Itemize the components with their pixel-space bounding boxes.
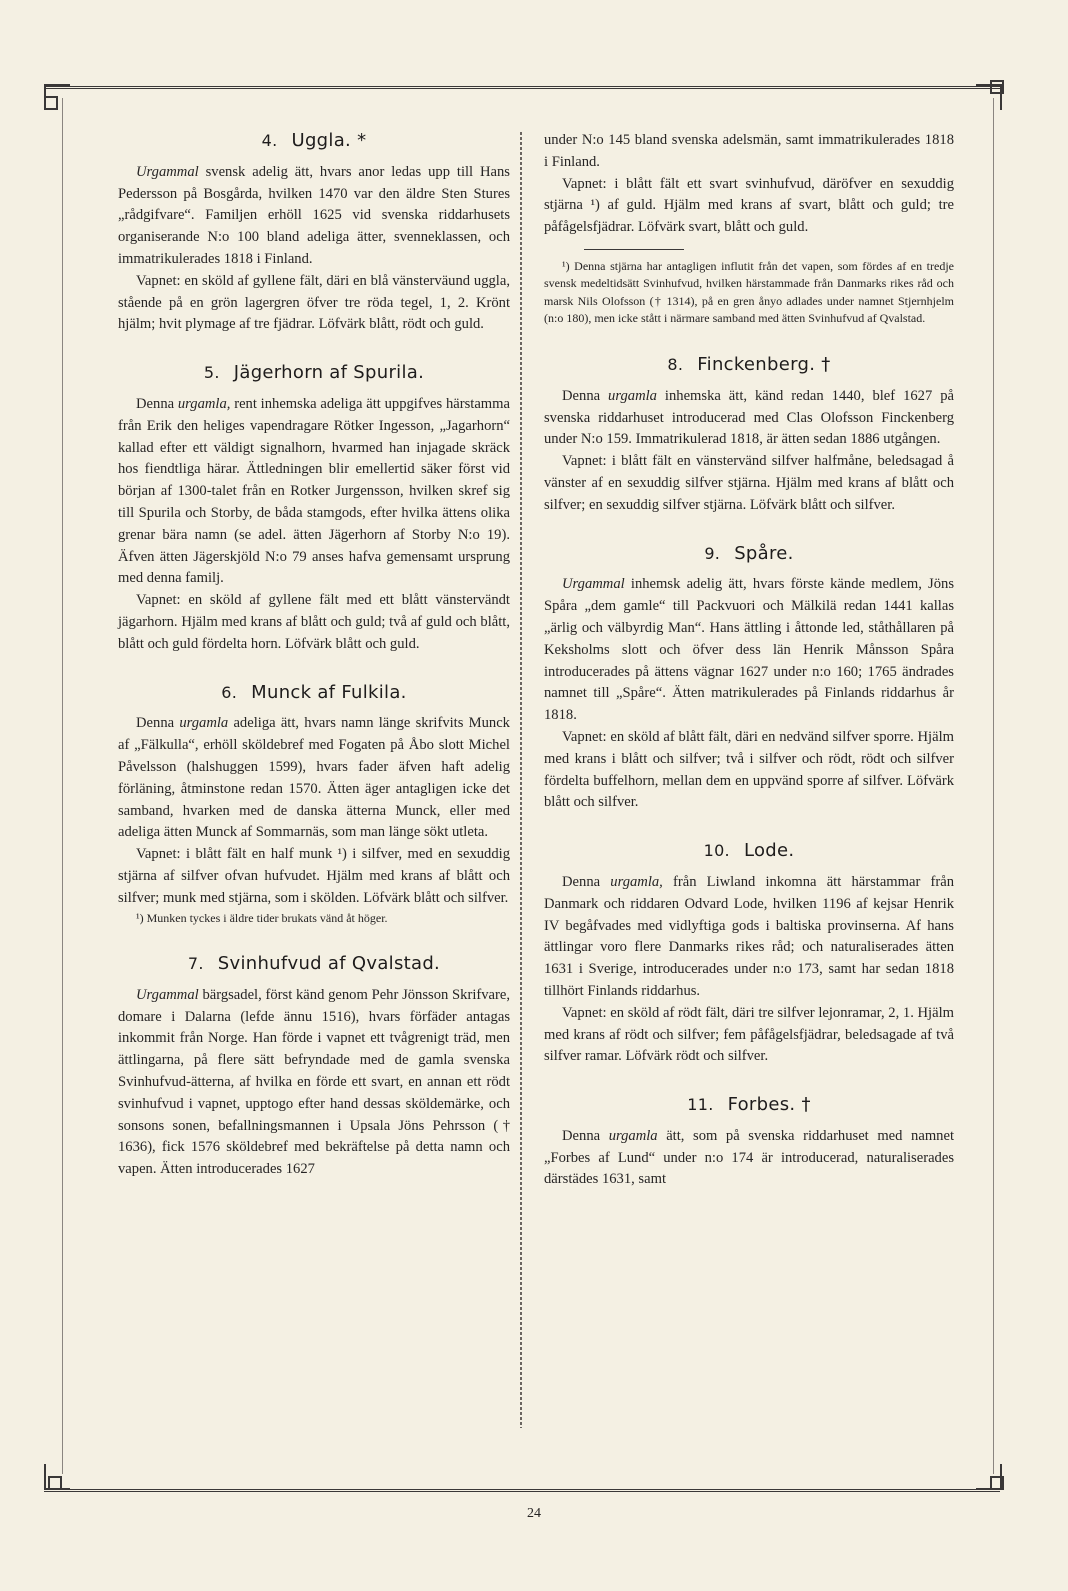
corner-box-bottom-left (48, 1476, 62, 1490)
corner-box-top-right (990, 80, 1004, 94)
footnote: ¹) Denna stjärna har antagligen influtit från det vapen, som fördes af en tredje svensk medeltidsätt Svinhufvud, hvilken härstammade från Danmarks rikes råd och marsk Nils Olofsson († 1314), på en gren ånyo adlades under namnet Stjernhjelm (n:o 180), men icke stått i närmare samband med ätten Svinhufvud af Qvalstad. (544, 258, 954, 326)
section-jagerhorn (118, 362, 510, 655)
paragraph: Denna urgamla inhemska ätt, känd redan 1440, blef 1627 på svenska riddarhuset introducerad med Clas Olofsson Finckenberg under N:o 159. Immatrikulerad 1818, är ätten sedan 1886 utgången. (544, 387, 954, 448)
footnote-rule (584, 249, 684, 250)
paragraph: Vapnet: en sköld af gyllene fält, däri en blå vänsterväund uggla, stående på en grön lagergren öfver tre röda tegel, 1, 2. Krönt hjälm; hvit plymage af tre fjädrar. Löfvärk blått, rödt och guld. (118, 272, 510, 333)
paragraph: Vapnet: en sköld af rödt fält, däri tre silfver lejonramar, 2, 1. Hjälm med krans af rödt och silfver; fem påfågelsfjädrar, beledsagade af två silfver ramar. Löfvärk rödt och silfver. (544, 1004, 954, 1065)
section-forbes (544, 1094, 954, 1191)
section-lode (544, 840, 954, 1068)
paragraph: Vapnet: i blått fält en half munk ¹) i silfver, med en sexuddig stjärna af silfver ofvan hufvudet. Hjälm med krans af blått och silfver; munk med stjärna, som i skölden. Löfvärk blått och silfver. (118, 846, 510, 906)
paragraph: Urgammal inhemsk adelig ätt, hvars förste kände medlem, Jöns Spåra „dem gamle“ till Packvuori och Mälkilä redan 1441 kallas „ärlig och välbyrdig Man“. Hans ättling i åttonde led, ståthållaren på Keksholms slott och öfver dess län Henrik Månsson Spåra introducerades på ättens vägnar 1627 under n:o 160; 1765 ändrades namnet till „Spåre“. Ätten matrikulerades på Finlands riddarhus år 1818. (544, 576, 954, 724)
section-heading: 10. Lode. (703, 840, 795, 862)
paragraph: Vapnet: i blått fält ett svart svinhufvud, däröfver en sexuddig stjärna ¹) af guld. Hjälm med krans af svart, blått och guld; tre påfågelsfjädrar. Löfvärk svart, blått och guld. (544, 175, 954, 236)
page-number: 24 (527, 1506, 541, 1521)
paragraph: Urgammal bärgsadel, först känd genom Pehr Jönsson Skrifvare, domare i Dalarna (lefde ännu 1516), hvars förfäder antagas inkommit från Norge. Han förde i vapnet ett tvågrenigt träd, men ättlingarna, på flere sätt befryndade med de gamla svenska Svinhufvud-ätterna, af hvilka en förde ett svart, en annan ett rödt svinhufvud i vapnet, upptogo efter hand dessas sköldemärke, och sonsons sonen, befallningsmannen i Upsala Jöns Pehrsson († 1636), fick 1576 sköldebref med bekräftelse på detta namn och vapen. Ätten introducerades 1627 (118, 986, 510, 1178)
section-heading: 7. Svinhufvud af Qvalstad. (187, 953, 441, 974)
paragraph: under N:o 145 bland svenska adelsmän, samt immatrikulerades 1818 i Finland. (544, 132, 954, 170)
section-heading: 4. Uggla. * (261, 130, 367, 151)
section-finckenberg (544, 354, 954, 517)
paragraph: Denna urgamla adeliga ätt, hvars namn länge skrifvits Munck af „Fälkulla“, erhöll sköldebref med Fogaten på Åbo slott Michel Påvelsson (halshuggen 1599), hvars fader äfven haft adelig förläning, åtminstone redan 1570. Ätten äger antagligen icke det samband, hvarken med de danska ätterna Munck, eller med adeliga ätten Munck af Sommarnäs, som man länge sökt utleta. (118, 715, 510, 841)
section-heading: 5. Jägerhorn af Spurila. (203, 362, 425, 384)
right-column (544, 130, 954, 1217)
paragraph: Denna urgamla, från Liwland inkomna ätt härstammar från Danmark och riddaren Odvard Lode, hvilken 1196 af kejsar Henrik IV begåfvades med vidlyftiga gods i baltiska provinserna. Af hans ättlingar voro flere Danmarks rikes råd; och naturaliserades ätten 1631 i Sverige, introducerades under n:o 173, samt har sedan 1818 tillhört Finlands riddarhus. (544, 873, 954, 999)
paragraph: Vapnet: en sköld af blått fält, däri en nedvänd silfver sporre. Hjälm med krans i blått och silfver; två i silfver och rödt, rödt och silfver fördelta buffelhorn, mellan dem en uppvänd sporre af silfver. Löfvärk blått och silfver. (544, 728, 954, 811)
footnote: ¹) Munken tyckes i äldre tider brukats vänd åt höger. (136, 910, 388, 925)
section-heading: 6. Munck af Fulkila. (221, 681, 407, 703)
section-heading: 8. Finckenberg. † (667, 353, 831, 375)
section-svinhufvud (118, 953, 510, 1181)
column-divider (520, 132, 522, 1428)
section-svinhufvud-continued (544, 130, 954, 328)
paragraph: Denna urgamla, rent inhemska adeliga ätt uppgifves härstamma från Erik den heliges vapendragare Rötker Ingesson, „Jagarhorn“ kallad efter ett väldigt signalhorn, hvarmed han injagade skräck hos fiendtliga härar. Ättledningen blir emellertid säker först vid början af 1300-talet från en Rotker Jurgensson, hvilken skref sig till Spurila och Storby, de båda stamgods, efter hvilka ättens olika grenar bära namn (se adel. ätten Jägerhorn af Storby N:o 19). Äfven ätten Jägerskjöld N:o 79 anses hafva gemensamt ursprung med denna familj. (118, 395, 510, 587)
corner-box-top-left (44, 96, 58, 110)
paragraph: Vapnet: i blått fält en vänstervänd silfver halfmåne, beledsagad å vänster af en sexuddig silfver stjärna. Hjälm med krans af blått och silfver; en sexuddig silfver stjärna. Löfvärk blått och silfver. (544, 453, 954, 513)
section-spare (544, 543, 954, 815)
section-heading: 11. Forbes. † (687, 1094, 811, 1116)
corner-box-bottom-right (990, 1476, 1004, 1490)
left-column (118, 130, 510, 1207)
section-uggla (118, 130, 510, 336)
section-munck (118, 682, 510, 927)
section-heading: 9. Spåre. (704, 542, 794, 564)
paragraph: Denna urgamla ätt, som på svenska riddarhuset med namnet „Forbes af Lund“ under n:o 174 är introducerad, naturaliserades därstädes 1631, samt (544, 1127, 954, 1188)
paragraph: Urgammal svensk adelig ätt, hvars anor ledas upp till Hans Pedersson på Bosgårda, hvilken 1470 var den äldre Sten Stures „rådgifvare“. Familjen erhöll 1625 vid svenska riddarhusets organiserande N:o 100 bland adeliga ätter, svenneklassen, och immatrikulerades 1818 i Finland. (118, 163, 510, 267)
paragraph: Vapnet: en sköld af gyllene fält med ett blått vänstervändt jägarhorn. Hjälm med krans af blått och guld; två af guld och blått, blått och guld fördelta horn. Löfvärk blått och guld. (118, 592, 510, 652)
